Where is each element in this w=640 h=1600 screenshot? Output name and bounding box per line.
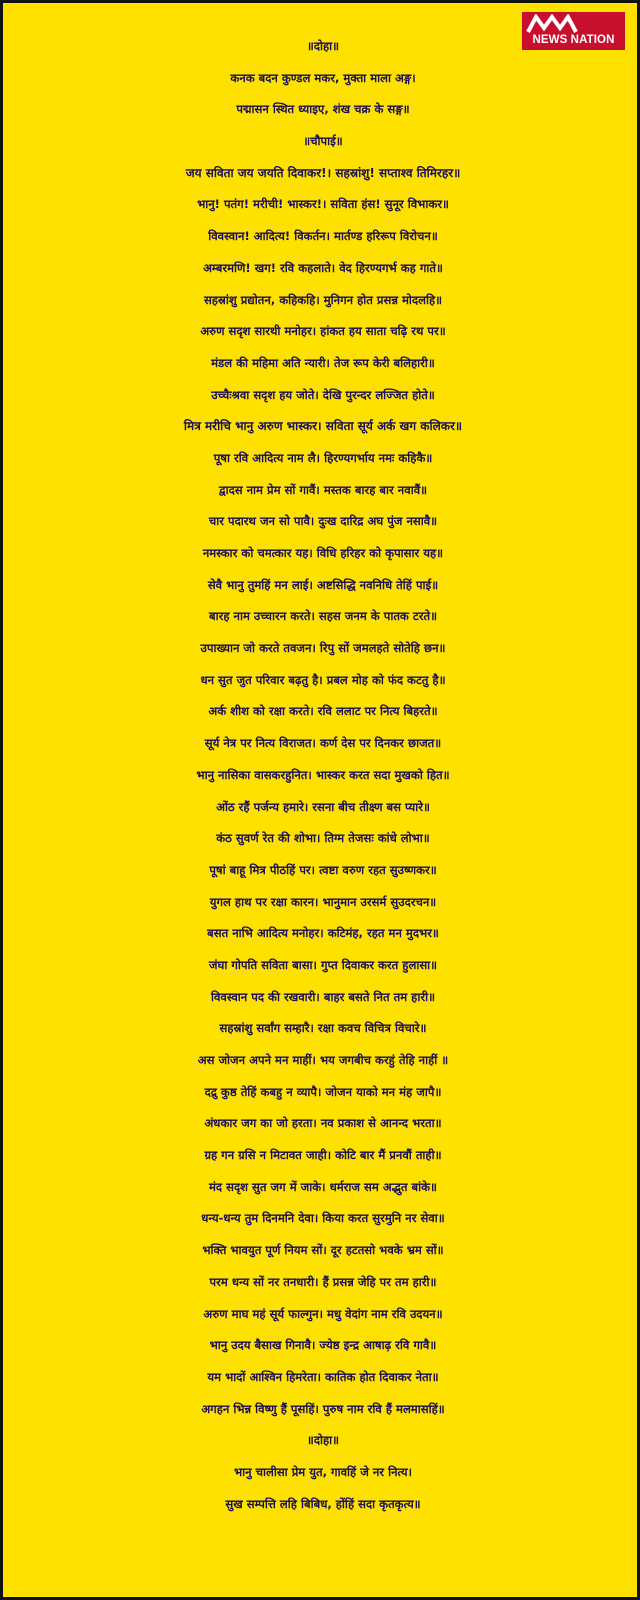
doha-line: कनक बदन कुण्डल मकर, मुक्ता माला अङ्ग।: [230, 70, 416, 85]
logo-text: NEWS NATION: [532, 34, 615, 46]
chaupai-line: नमस्कार को चमत्कार यह। विधि हरिहर को कृपासार यह॥: [202, 546, 444, 560]
doha-heading: ॥दोहा॥: [306, 39, 340, 53]
chaupai-heading: ॥चौपाई॥: [303, 134, 343, 149]
chaupai-line: मित्र मरीचि भानु अरुण भास्कर। सविता सूर्य अर्क खग कलिकर॥: [183, 419, 463, 434]
chaupai-line: बसत नाभि आदित्य मनोहर। कटिमंह, रहत मन मुदभर॥: [207, 926, 439, 941]
chaupai-line: मंडल की महिमा अति न्यारी। तेज रूप केरी बलिहारी॥: [211, 355, 435, 370]
chaupai-line: जंघा गोपति सविता बासा। गुप्त दिवाकर करत हुलासा॥: [208, 957, 438, 972]
chaupai-line: पूषां बाहू मित्र पीठहिं पर। त्वष्टा वरुण रहत सुउष्णकर॥: [209, 862, 437, 877]
chaupai-line: अस जोजन अपने मन माहीं। भय जगबीच करहुं तेहि नाहीं ॥: [197, 1053, 449, 1067]
chaupai-line: विवस्वान! आदित्य! विकर्तन। मार्तण्ड हरिरूप विरोचन॥: [208, 229, 438, 244]
chaupai-line: भक्ति भावयुत पूर्ण नियम सों। दूर हटतसो भवके भ्रम सों॥: [202, 1243, 444, 1258]
chaupai-line: अर्क शीश को रक्षा करते। रवि ललाट पर नित्य बिहरते॥: [208, 704, 438, 719]
chaupai-line: अरुण सदृश सारथी मनोहर। हांकत हय साता चढ़ि रथ पर॥: [200, 324, 446, 339]
chaupai-line: उपाख्यान जो करते तवजन। रिपु सों जमलहते सोतेहि छन॥: [200, 641, 446, 656]
chaupai-line: सेवै भानु तुमहिं मन लाई। अष्टसिद्धि नवनिधि तेहिं पाई॥: [207, 577, 439, 592]
chaupai-line: बारह नाम उच्चारन करते। सहस जनम के पातक टरते॥: [208, 609, 438, 624]
chaupai-line: अगहन भिन्न विष्णु हैं पूसहिं। पुरुष नाम रवि हैं मलमासहिं॥: [201, 1401, 445, 1416]
chaupai-line: युगल हाथ पर रक्षा कारन। भानुमान उरसर्म सुउदरचन॥: [209, 894, 437, 909]
chaupai-line: ओंठ रहैं पर्जन्य हमारे। रसना बीच तीक्ष्ण बस प्यारे॥: [216, 799, 430, 814]
chaupai-line: धन सुत जुत परिवार बढ़तु है। प्रबल मोह को फंद कटतु है॥: [200, 672, 446, 687]
chaupai-line: विवस्वान पद की रखवारी। बाहर बसते नित तम हारी॥: [210, 989, 436, 1004]
chaupai-line: अंधकार जग का जो हरता। नव प्रकाश से आनन्द भरता॥: [204, 1116, 442, 1131]
chaupai-line: जय सविता जय जयति दिवाकर!। सहस्रांशु! सप्ताश्व तिमिरहर॥: [185, 165, 461, 180]
doha-heading: ॥दोहा॥: [306, 1433, 340, 1448]
doha-line: भानु चालीसा प्रेम युत, गावहिं जे नर नित्य।: [233, 1464, 412, 1479]
chaupai-line: यम भादों आश्विन हिमरेता। कातिक होत दिवाकर नेता॥: [207, 1369, 439, 1384]
chaupai-line: उच्चैःश्रवा सदृश हय जोते। देखि पुरन्दर लज्जित होते॥: [211, 387, 435, 402]
chaupai-line: भानु उदय बैसाख गिनावै। ज्येष्ठ इन्द्र आषाढ़ रवि गावै॥: [209, 1338, 437, 1353]
doha-line: सुख सम्पत्ति लहि बिबिध, होंहिं सदा कृतकृत्य॥: [225, 1496, 421, 1511]
chaupai-line: भानु! पतंग! मरीची! भास्कर!। सविता हंस! सुनूर विभाकर॥: [197, 197, 449, 212]
chaupai-line: ग्रह गन ग्रसि न मिटावत जाही। कोटि बार मैं प्रनवौं ताही॥: [204, 1148, 442, 1163]
chaupai-line: धन्य-धन्य तुम दिनमनि देवा। किया करत सुरमुनि नर सेवा॥: [201, 1211, 445, 1226]
chaupai-line: चार पदारथ जन सो पावै। दुःख दारिद्र अघ पुंज नसावै॥: [208, 514, 438, 529]
chaupai-line: भानु नासिका वासकरहुनित। भास्कर करत सदा मुखको हित॥: [196, 767, 450, 782]
chaupai-line: सूर्य नेत्र पर नित्य विराजत। कर्ण देस पर दिनकर छाजत॥: [204, 736, 442, 751]
doha-line: पद्मासन स्थित ध्याइए, शंख चक्र के सङ्ग॥: [236, 102, 410, 117]
chaupai-line: अरुण माघ महं सूर्य फाल्गुन। मधु वेदांग नाम रवि उदयन॥: [203, 1306, 443, 1321]
chaupai-line: अम्बरमणि! खग! रवि कहलाते। वेद हिरण्यगर्भ कह गाते॥: [203, 260, 443, 275]
chaupai-line: द्वादस नाम प्रेम सों गावैं। मस्तक बारह बार नवावैं॥: [218, 482, 428, 497]
chaupai-line: सहस्रांशु प्रद्योतन, कहिकहि। मुनिगन होत प्रसन्न मोदलहि॥: [203, 292, 443, 307]
chaupai-line: कंठ सुवर्ण रेत की शोभा। तिग्म तेजसः कांधे लोभा॥: [216, 831, 430, 846]
chaupai-line: दद्रु कुष्ठ तेहिं कबहु न व्यापै। जोजन याको मन मंह जापै॥: [204, 1084, 442, 1099]
chalisa-text: [3, 31, 640, 1520]
chaupai-line: सहस्रांशु सर्वांग सम्हारै। रक्षा कवच विचित्र विचारे॥: [219, 1021, 427, 1036]
chaupai-line: पूषा रवि आदित्य नाम लै। हिरण्यगर्भाय नमः कहिकै॥: [213, 450, 433, 465]
chaupai-line: मंद सदृश सुत जग में जाके। धर्मराज सम अद्भुत बांके॥: [209, 1179, 437, 1194]
chaupai-line: परम धन्य सों नर तनधारी। हैं प्रसन्न जेहि पर तम हारी॥: [209, 1274, 437, 1289]
